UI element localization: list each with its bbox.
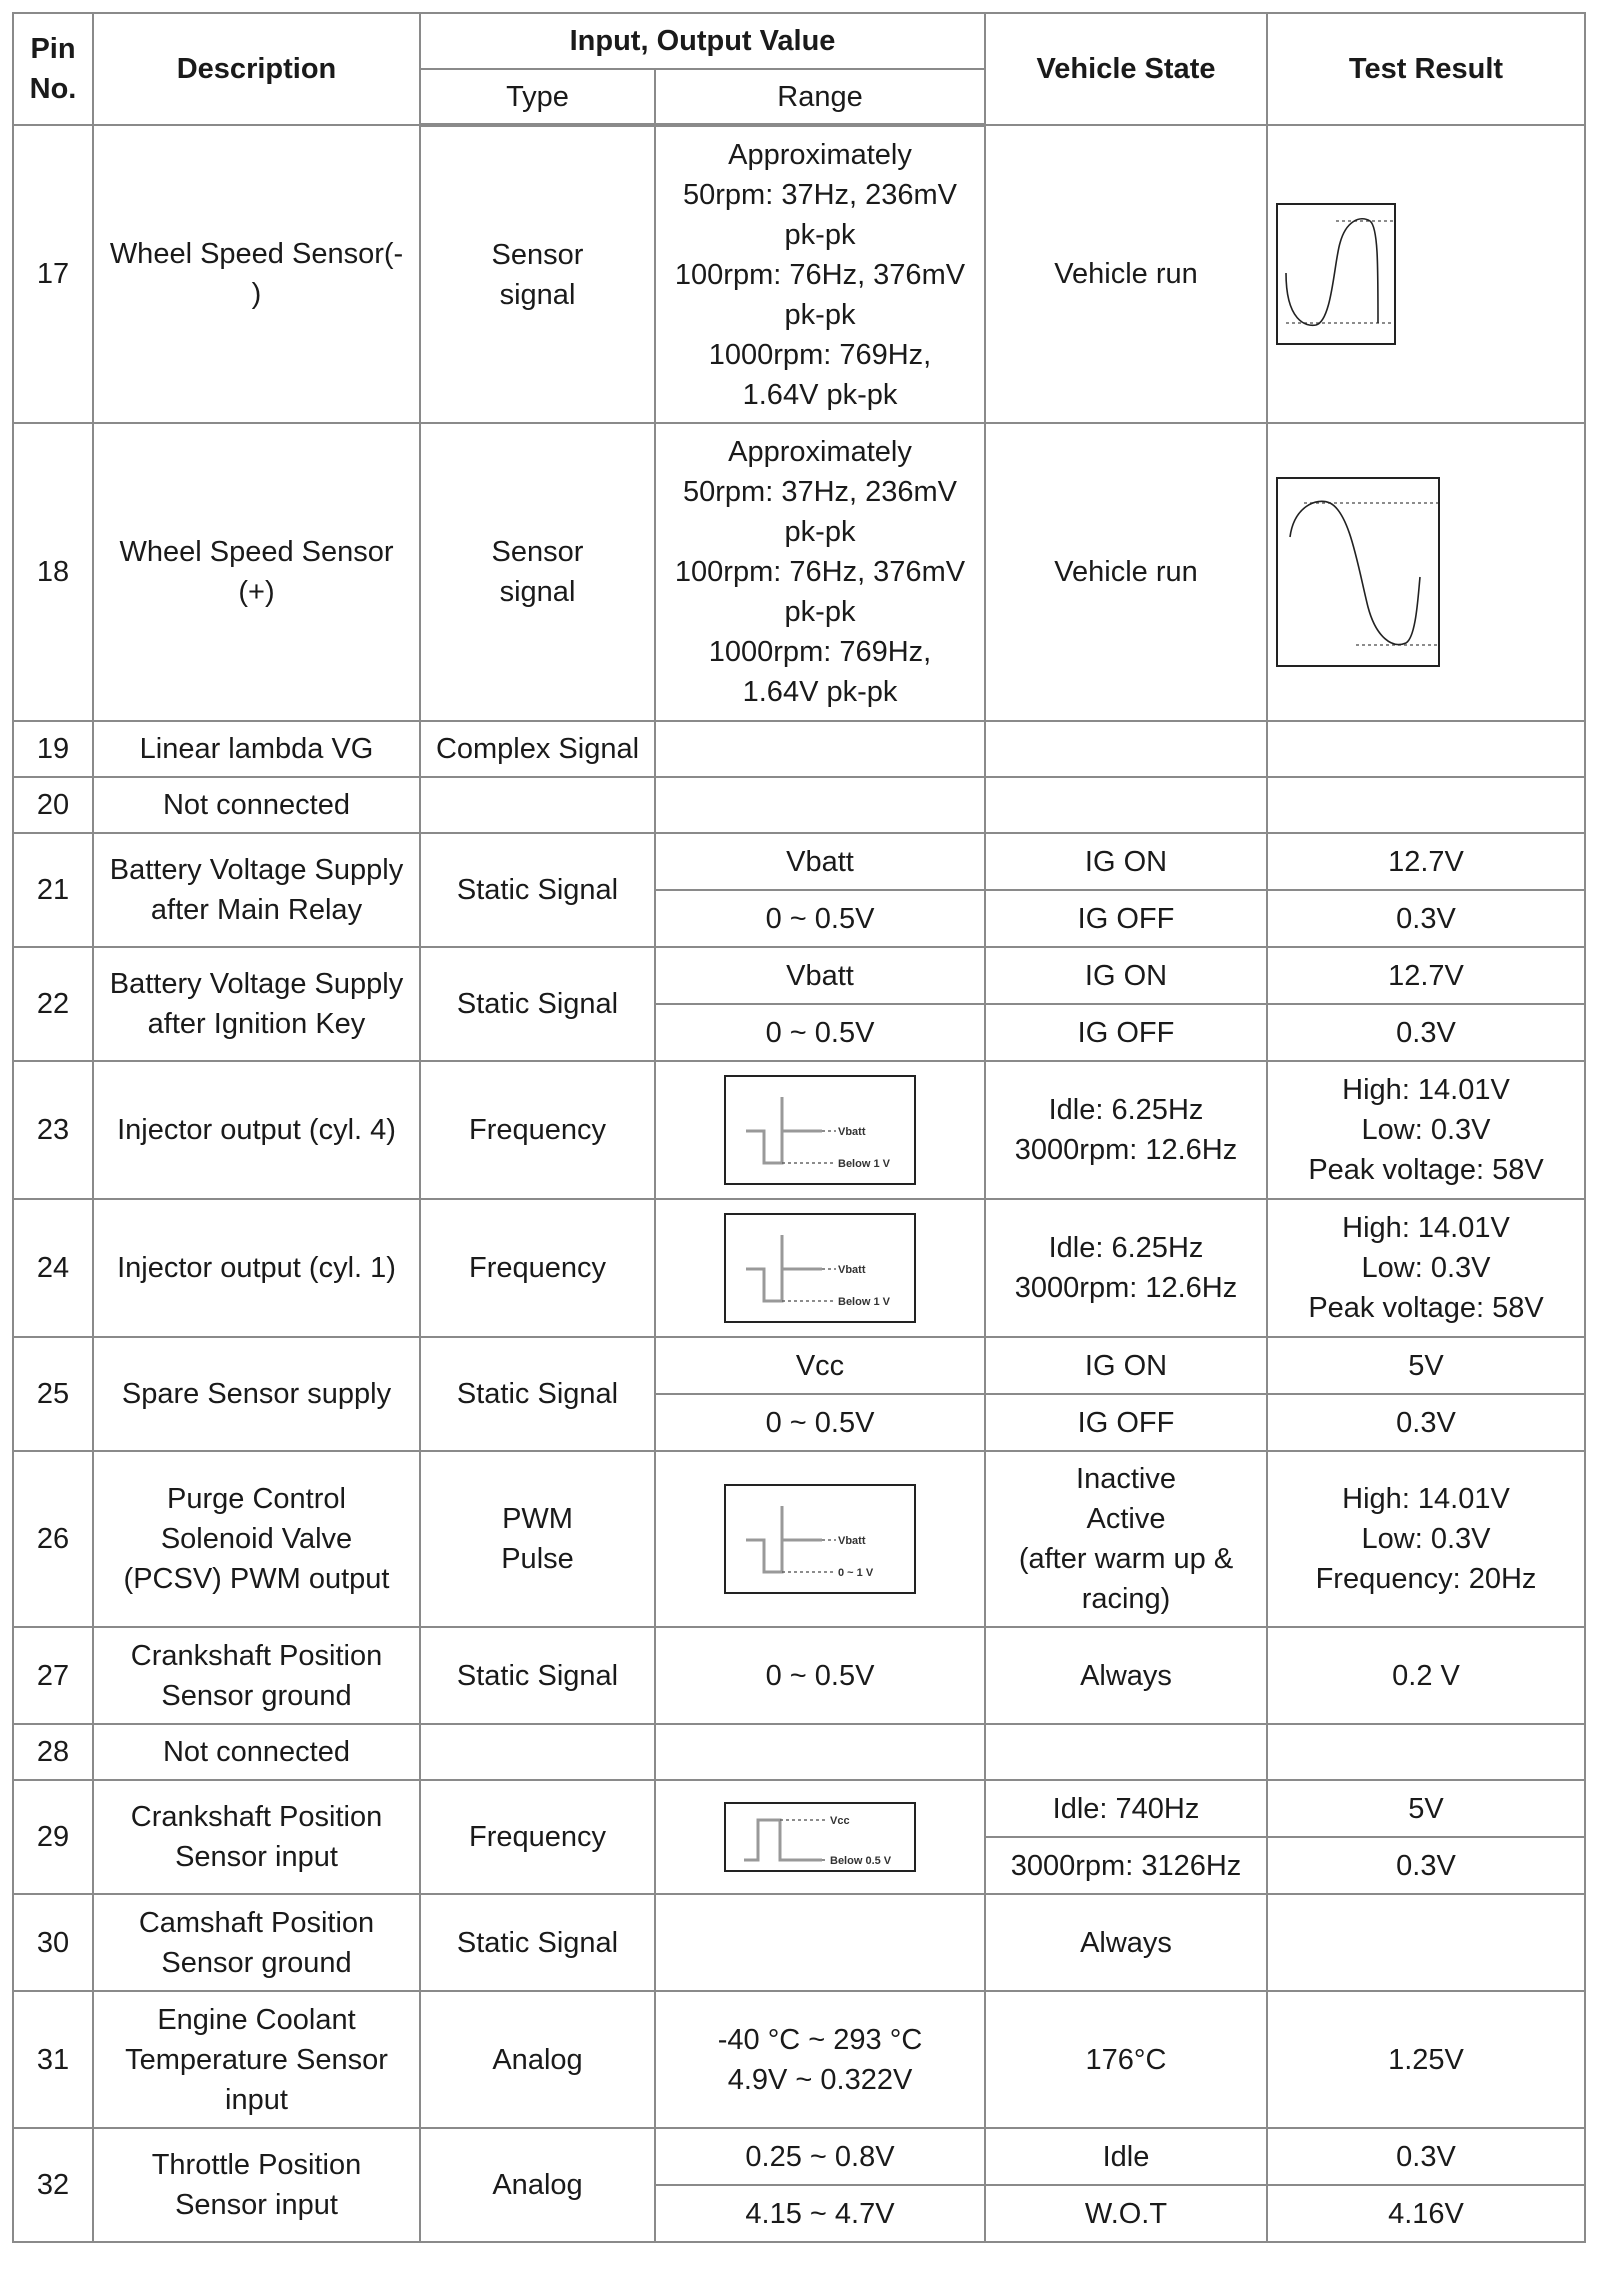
pin-description: Engine Coolant Temperature Sensor input (93, 1991, 420, 2128)
signal-type: Static Signal (420, 1337, 655, 1451)
figure-label-bottom: 0 ~ 1 V (838, 1567, 874, 1579)
vehicle-state: Inactive Active (after warm up & racing) (985, 1451, 1267, 1627)
pin-description: Injector output (cyl. 1) (93, 1199, 420, 1337)
signal-type (420, 777, 655, 833)
table-row (13, 2128, 1585, 2185)
signal-range: 0 ~ 0.5V (655, 1004, 985, 1061)
figure-label-top: Vbatt (838, 1264, 866, 1276)
table-row (13, 833, 1585, 890)
signal-range: Vbatt (655, 947, 985, 1004)
injector-pulse-figure (724, 1075, 916, 1185)
signal-type: Static Signal (420, 947, 655, 1061)
vehicle-state: Always (985, 1894, 1267, 1991)
vehicle-state: W.O.T (985, 2185, 1267, 2242)
signal-range-figure-cell (655, 1780, 985, 1894)
table-row (13, 1337, 1585, 1394)
test-result-cell (1267, 423, 1585, 721)
test-result-cell (1267, 125, 1585, 423)
pin-number: 32 (13, 2128, 93, 2242)
pin-number: 17 (13, 125, 93, 423)
table-row (13, 1451, 1585, 1627)
pin-number: 31 (13, 1991, 93, 2128)
figure-label-bottom: Below 0.5 V (830, 1855, 892, 1867)
vehicle-state (985, 1724, 1267, 1780)
pwm-pulse-figure (724, 1484, 916, 1594)
signal-type: Analog (420, 2128, 655, 2242)
signal-range: 4.15 ~ 4.7V (655, 2185, 985, 2242)
signal-type: Sensor signal (420, 125, 655, 423)
pin-description: Wheel Speed Sensor(- ) (93, 125, 420, 423)
signal-range: -40 °C ~ 293 °C 4.9V ~ 0.322V (655, 1991, 985, 2128)
header-vehicle-state: Vehicle State (985, 13, 1267, 125)
figure-label-bottom: Below 1 V (838, 1158, 890, 1170)
pin-number: 18 (13, 423, 93, 721)
test-result: 12.7V (1267, 833, 1585, 890)
signal-range: 0.25 ~ 0.8V (655, 2128, 985, 2185)
signal-range-figure-cell (655, 1451, 985, 1627)
table-row (13, 1061, 1585, 1199)
table-row (13, 1627, 1585, 1724)
vehicle-state: IG OFF (985, 890, 1267, 947)
pin-description: Spare Sensor supply (93, 1337, 420, 1451)
table-row (13, 1894, 1585, 1991)
table-row (13, 1199, 1585, 1337)
pin-description: Crankshaft Position Sensor input (93, 1780, 420, 1894)
signal-type: Static Signal (420, 833, 655, 947)
test-result: 5V (1267, 1780, 1585, 1837)
signal-type: Static Signal (420, 1627, 655, 1724)
sine-waveform-figure (1276, 477, 1440, 667)
pin-number: 21 (13, 833, 93, 947)
test-result: 0.2 V (1267, 1627, 1585, 1724)
test-result: 0.3V (1267, 1004, 1585, 1061)
vehicle-state: IG OFF (985, 1394, 1267, 1451)
pin-number: 25 (13, 1337, 93, 1451)
pin-number: 30 (13, 1894, 93, 1991)
signal-type: PWM Pulse (420, 1451, 655, 1627)
test-result: 12.7V (1267, 947, 1585, 1004)
header-description: Description (93, 13, 420, 125)
pin-number: 24 (13, 1199, 93, 1337)
test-result: High: 14.01V Low: 0.3V Peak voltage: 58V (1267, 1061, 1585, 1199)
vehicle-state: IG OFF (985, 1004, 1267, 1061)
figure-label-bottom: Below 1 V (838, 1296, 890, 1308)
signal-range-figure-cell (655, 1199, 985, 1337)
table-row (13, 1991, 1585, 2128)
vehicle-state: 3000rpm: 3126Hz (985, 1837, 1267, 1894)
vehicle-state: Vehicle run (985, 423, 1267, 721)
signal-range (655, 777, 985, 833)
test-result: 0.3V (1267, 2128, 1585, 2185)
signal-type: Sensor signal (420, 423, 655, 721)
vehicle-state: Vehicle run (985, 125, 1267, 423)
header-pin-no: Pin No. (13, 13, 93, 125)
vehicle-state: IG ON (985, 947, 1267, 1004)
table-row (13, 125, 1585, 423)
signal-type: Complex Signal (420, 721, 655, 777)
pin-description: Throttle Position Sensor input (93, 2128, 420, 2242)
pin-description: Linear lambda VG (93, 721, 420, 777)
pin-description: Battery Voltage Supply after Ignition Key (93, 947, 420, 1061)
vehicle-state: Idle: 6.25Hz 3000rpm: 12.6Hz (985, 1199, 1267, 1337)
vehicle-state: Idle: 6.25Hz 3000rpm: 12.6Hz (985, 1061, 1267, 1199)
signal-range-figure-cell (655, 1061, 985, 1199)
table-row (13, 721, 1585, 777)
pin-number: 27 (13, 1627, 93, 1724)
pin-description: Purge Control Solenoid Valve (PCSV) PWM output (93, 1451, 420, 1627)
signal-range (655, 1724, 985, 1780)
pin-number: 20 (13, 777, 93, 833)
pin-number: 23 (13, 1061, 93, 1199)
test-result (1267, 721, 1585, 777)
figure-label-top: Vbatt (838, 1535, 866, 1547)
pin-number: 22 (13, 947, 93, 1061)
pin-number: 19 (13, 721, 93, 777)
vehicle-state: IG ON (985, 833, 1267, 890)
test-result: 4.16V (1267, 2185, 1585, 2242)
test-result: 0.3V (1267, 1394, 1585, 1451)
pin-spec-table (12, 12, 1586, 2243)
test-result (1267, 1894, 1585, 1991)
signal-type: Frequency (420, 1199, 655, 1337)
pin-number: 26 (13, 1451, 93, 1627)
figure-label-top: Vbatt (838, 1126, 866, 1138)
header-type: Type (420, 69, 655, 125)
header-test-result: Test Result (1267, 13, 1585, 125)
signal-type: Static Signal (420, 1894, 655, 1991)
signal-range: Vbatt (655, 833, 985, 890)
signal-type: Frequency (420, 1780, 655, 1894)
signal-range: 0 ~ 0.5V (655, 1627, 985, 1724)
header-range: Range (655, 69, 985, 125)
vehicle-state: 176°C (985, 1991, 1267, 2128)
vehicle-state: Idle: 740Hz (985, 1780, 1267, 1837)
pin-description: Battery Voltage Supply after Main Relay (93, 833, 420, 947)
test-result: High: 14.01V Low: 0.3V Peak voltage: 58V (1267, 1199, 1585, 1337)
test-result: 0.3V (1267, 1837, 1585, 1894)
vehicle-state: Always (985, 1627, 1267, 1724)
pin-description: Not connected (93, 1724, 420, 1780)
crank-pulse-figure (724, 1802, 916, 1872)
pin-number: 29 (13, 1780, 93, 1894)
test-result: High: 14.01V Low: 0.3V Frequency: 20Hz (1267, 1451, 1585, 1627)
vehicle-state: Idle (985, 2128, 1267, 2185)
signal-type: Frequency (420, 1061, 655, 1199)
signal-range: 0 ~ 0.5V (655, 890, 985, 947)
figure-label-top: Vcc (830, 1815, 850, 1827)
table-row (13, 1724, 1585, 1780)
signal-range (655, 1894, 985, 1991)
test-result: 1.25V (1267, 1991, 1585, 2128)
signal-type: Analog (420, 1991, 655, 2128)
signal-range: 0 ~ 0.5V (655, 1394, 985, 1451)
injector-pulse-figure (724, 1213, 916, 1323)
table-row (13, 423, 1585, 721)
pin-description: Camshaft Position Sensor ground (93, 1894, 420, 1991)
test-result (1267, 777, 1585, 833)
pin-description: Not connected (93, 777, 420, 833)
pin-description: Injector output (cyl. 4) (93, 1061, 420, 1199)
header-io-value: Input, Output Value (420, 13, 985, 69)
test-result (1267, 1724, 1585, 1780)
vehicle-state (985, 777, 1267, 833)
vehicle-state (985, 721, 1267, 777)
test-result: 5V (1267, 1337, 1585, 1394)
table-row (13, 1780, 1585, 1837)
pin-description: Wheel Speed Sensor (+) (93, 423, 420, 721)
vehicle-state: IG ON (985, 1337, 1267, 1394)
signal-range (655, 721, 985, 777)
table-row (13, 947, 1585, 1004)
test-result: 0.3V (1267, 890, 1585, 947)
signal-range: Approximately 50rpm: 37Hz, 236mV pk-pk 100rpm: 76Hz, 376mV pk-pk 1000rpm: 769Hz, 1.64V pk-pk (655, 125, 985, 423)
signal-range: Vcc (655, 1337, 985, 1394)
sine-waveform-figure (1276, 203, 1396, 345)
signal-type (420, 1724, 655, 1780)
signal-range: Approximately 50rpm: 37Hz, 236mV pk-pk 100rpm: 76Hz, 376mV pk-pk 1000rpm: 769Hz, 1.64V pk-pk (655, 423, 985, 721)
pin-number: 28 (13, 1724, 93, 1780)
table-row (13, 777, 1585, 833)
pin-description: Crankshaft Position Sensor ground (93, 1627, 420, 1724)
